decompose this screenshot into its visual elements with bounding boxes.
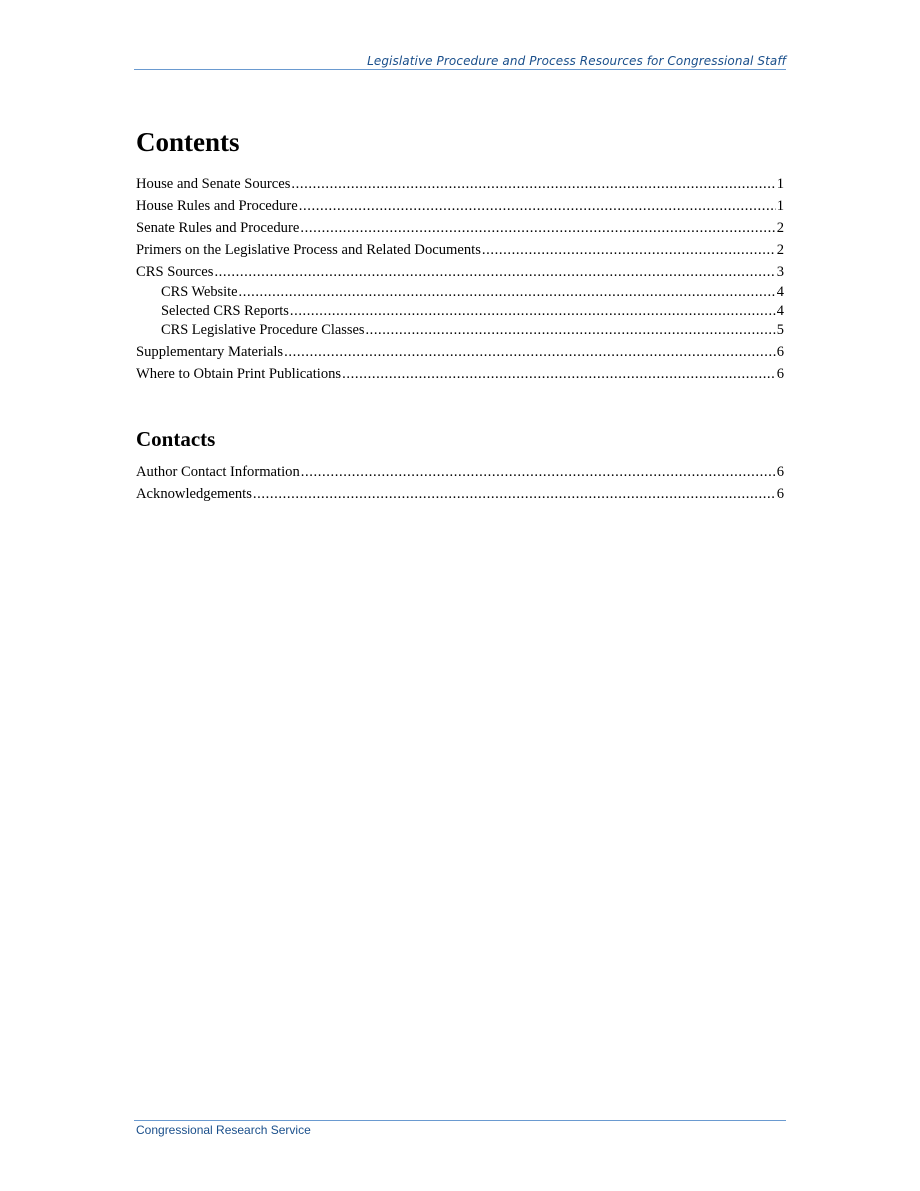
- dot-leader: [301, 461, 776, 483]
- toc-subentry-crs-classes[interactable]: [136, 321, 784, 340]
- toc-entry-page: 1: [776, 198, 784, 214]
- header-rule: [134, 69, 786, 70]
- toc-entry-page: 6: [776, 464, 784, 480]
- dot-leader: [284, 341, 776, 363]
- toc-entry-page: 2: [776, 220, 784, 236]
- footer-rule: [134, 1120, 786, 1121]
- toc-entry-page: 2: [776, 242, 784, 258]
- toc-entry-label: CRS Legislative Procedure Classes: [161, 322, 365, 338]
- dot-leader: [342, 363, 776, 385]
- dot-leader: [239, 283, 776, 302]
- dot-leader: [365, 321, 775, 340]
- toc-entry-label: CRS Website: [161, 284, 238, 300]
- toc-entry-page: 6: [776, 344, 784, 360]
- contacts-list: [136, 461, 784, 505]
- toc-subentry-selected-crs-reports[interactable]: [136, 302, 784, 321]
- toc-entry-page: 5: [776, 322, 784, 338]
- toc-entry-label: Senate Rules and Procedure: [136, 220, 300, 236]
- dot-leader: [253, 483, 776, 505]
- toc-entry-label: House Rules and Procedure: [136, 198, 298, 214]
- dot-leader: [300, 217, 775, 239]
- toc-entry-label: CRS Sources: [136, 264, 214, 280]
- toc-entry-label: House and Senate Sources: [136, 176, 291, 192]
- toc-entry-label: Acknowledgements: [136, 486, 252, 502]
- contacts-heading: Contacts: [136, 427, 216, 451]
- toc-entry-senate-rules-and-procedure[interactable]: [136, 217, 784, 239]
- toc-entry-page: 6: [776, 486, 784, 502]
- toc-entry-author-contact[interactable]: [136, 461, 784, 483]
- toc-entry-label: Selected CRS Reports: [161, 303, 289, 319]
- toc-entry-label: Supplementary Materials: [136, 344, 284, 360]
- toc-entry-page: 4: [776, 303, 784, 319]
- dot-leader: [290, 302, 776, 321]
- toc-entry-page: 1: [776, 176, 784, 192]
- toc-entry-page: 6: [776, 366, 784, 382]
- table-of-contents: [136, 173, 784, 385]
- toc-entry-page: 3: [776, 264, 784, 280]
- dot-leader: [214, 261, 775, 283]
- toc-entry-house-rules-and-procedure[interactable]: [136, 195, 784, 217]
- toc-entry-crs-sources[interactable]: [136, 261, 784, 283]
- toc-entry-where-to-obtain[interactable]: [136, 363, 784, 385]
- dot-leader: [299, 195, 776, 217]
- dot-leader: [291, 173, 775, 195]
- toc-entry-page: 4: [776, 284, 784, 300]
- toc-entry-label: Primers on the Legislative Process and Related Documents: [136, 242, 481, 258]
- dot-leader: [482, 239, 776, 261]
- toc-entry-acknowledgements[interactable]: [136, 483, 784, 505]
- toc-entry-label: Where to Obtain Print Publications: [136, 366, 342, 382]
- toc-entry-house-and-senate-sources[interactable]: [136, 173, 784, 195]
- toc-entry-label: Author Contact Information: [136, 464, 300, 480]
- running-footer: Congressional Research Service: [136, 1123, 311, 1137]
- toc-entry-primers[interactable]: [136, 239, 784, 261]
- toc-subentry-crs-website[interactable]: [136, 283, 784, 302]
- running-header: Legislative Procedure and Process Resources for Congressional Staff: [367, 54, 786, 68]
- toc-entry-supplementary-materials[interactable]: [136, 341, 784, 363]
- contents-heading: Contents: [136, 127, 240, 157]
